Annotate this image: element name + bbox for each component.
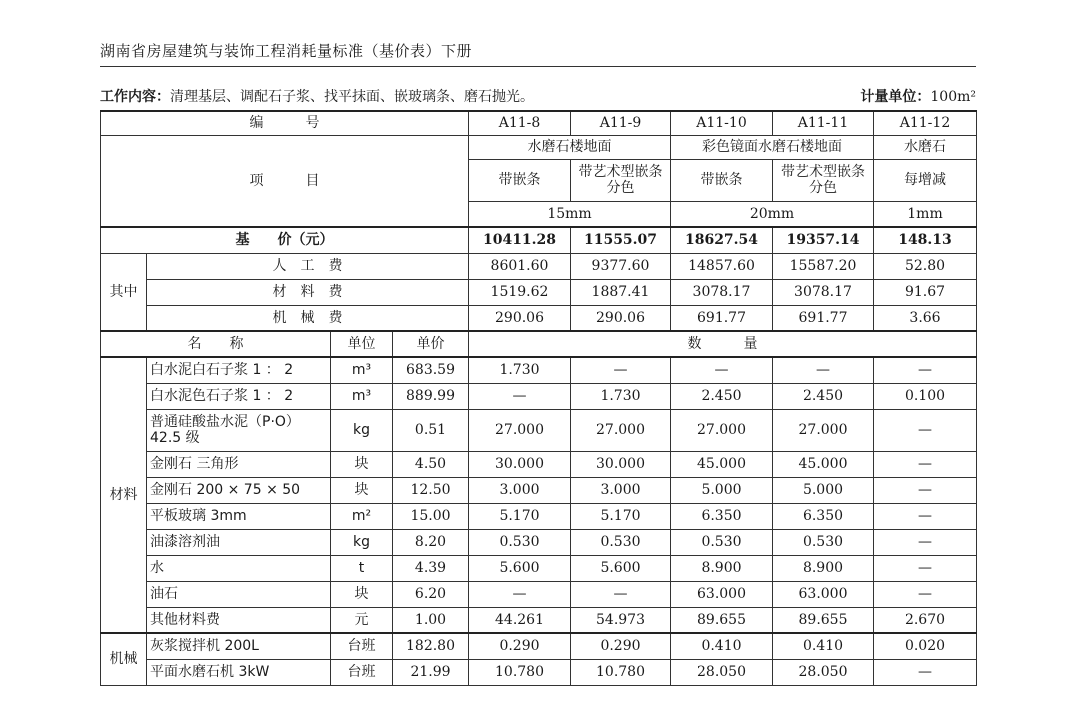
- quantity-cell: 5.600: [571, 555, 671, 581]
- cost-label: 人 工 费: [147, 253, 469, 279]
- cost-cell: 3078.17: [671, 279, 773, 305]
- col-price-header: 单价: [393, 331, 469, 357]
- quantity-cell: —: [874, 659, 977, 685]
- resource-unit: 块: [331, 451, 393, 477]
- material-row: [101, 581, 977, 607]
- quantity-cell: 5.600: [469, 555, 571, 581]
- quantity-cell: 0.290: [469, 633, 571, 659]
- thickness-cell: 20mm: [671, 201, 874, 227]
- resource-name: 灰浆搅拌机 200L: [147, 633, 331, 659]
- quantity-cell: —: [874, 357, 977, 383]
- resource-price: 1.00: [393, 607, 469, 633]
- cost-row-material: [101, 279, 977, 305]
- cost-cell: 9377.60: [571, 253, 671, 279]
- quantity-cell: 2.450: [773, 383, 874, 409]
- quantity-cell: 45.000: [773, 451, 874, 477]
- resource-name: 油石: [147, 581, 331, 607]
- material-row: [101, 503, 977, 529]
- quantity-cell: 89.655: [773, 607, 874, 633]
- base-price-row: [101, 227, 977, 253]
- cost-cell: 691.77: [671, 305, 773, 331]
- quantity-cell: 63.000: [773, 581, 874, 607]
- resource-unit: 台班: [331, 659, 393, 685]
- resource-name: 油漆溶剂油: [147, 529, 331, 555]
- quantity-cell: 28.050: [773, 659, 874, 685]
- resource-unit: kg: [331, 409, 393, 451]
- base-price-cell: 10411.28: [469, 227, 571, 253]
- resource-price: 4.39: [393, 555, 469, 581]
- quantity-cell: 5.000: [671, 477, 773, 503]
- quantity-cell: 10.780: [469, 659, 571, 685]
- resource-unit: m³: [331, 383, 393, 409]
- quantity-cell: 8.900: [671, 555, 773, 581]
- quantity-cell: 1.730: [571, 383, 671, 409]
- quantity-cell: 0.530: [469, 529, 571, 555]
- resource-price: 8.20: [393, 529, 469, 555]
- code-label: 编 号: [101, 111, 469, 135]
- quantity-cell: 1.730: [469, 357, 571, 383]
- cost-cell: 3.66: [874, 305, 977, 331]
- resource-price: 0.51: [393, 409, 469, 451]
- thickness-cell: 15mm: [469, 201, 671, 227]
- cost-cell: 52.80: [874, 253, 977, 279]
- resource-unit: 元: [331, 607, 393, 633]
- resource-unit: m²: [331, 503, 393, 529]
- header-divider: [100, 66, 976, 67]
- item-label: 项 目: [101, 135, 469, 227]
- cost-cell: 1519.62: [469, 279, 571, 305]
- resource-price: 21.99: [393, 659, 469, 685]
- measurement-unit-label: 计量单位：: [860, 89, 931, 105]
- material-row: [101, 477, 977, 503]
- quantity-cell: 5.170: [469, 503, 571, 529]
- machine-row: [101, 633, 977, 659]
- subgroup-cell: 带嵌条: [469, 159, 571, 201]
- quantity-cell: —: [874, 555, 977, 581]
- quantity-cell: 0.100: [874, 383, 977, 409]
- quantity-cell: —: [874, 503, 977, 529]
- group-label: 水磨石楼地面: [469, 135, 671, 159]
- base-price-cell: 11555.07: [571, 227, 671, 253]
- quantity-cell: 27.000: [671, 409, 773, 451]
- measurement-unit-value: 100m²: [930, 89, 976, 105]
- col-unit-header: 单位: [331, 331, 393, 357]
- base-price-label: 基 价（元）: [101, 227, 469, 253]
- resource-unit: m³: [331, 357, 393, 383]
- quantity-cell: 10.780: [571, 659, 671, 685]
- quantity-cell: 2.450: [671, 383, 773, 409]
- resource-price: 12.50: [393, 477, 469, 503]
- quantity-cell: 0.410: [671, 633, 773, 659]
- col-name-header: 名 称: [101, 331, 331, 357]
- quantity-cell: 27.000: [571, 409, 671, 451]
- quantity-cell: —: [874, 409, 977, 451]
- work-content-text: 清理基层、调配石子浆、找平抹面、嵌玻璃条、磨石抛光。: [170, 89, 534, 105]
- subgroup-cell: 带艺术型嵌条分色: [571, 159, 671, 201]
- machine-row: [101, 659, 977, 685]
- resource-price: 6.20: [393, 581, 469, 607]
- quantity-cell: 5.000: [773, 477, 874, 503]
- resource-name: 白水泥色石子浆 1 ： 2: [147, 383, 331, 409]
- material-row: [101, 451, 977, 477]
- cost-label: 材 料 费: [147, 279, 469, 305]
- resource-unit: 块: [331, 581, 393, 607]
- quantity-cell: —: [671, 357, 773, 383]
- quantity-cell: 6.350: [773, 503, 874, 529]
- material-row: [101, 383, 977, 409]
- code-cell: A11-12: [874, 111, 977, 135]
- quantity-cell: 0.290: [571, 633, 671, 659]
- code-row: [101, 111, 977, 135]
- quantity-cell: 63.000: [671, 581, 773, 607]
- quantity-cell: —: [874, 529, 977, 555]
- measurement-unit: [860, 86, 976, 106]
- resource-unit: kg: [331, 529, 393, 555]
- thickness-cell: 1mm: [874, 201, 977, 227]
- resource-price: 683.59: [393, 357, 469, 383]
- resource-unit: 台班: [331, 633, 393, 659]
- quantity-cell: 5.170: [571, 503, 671, 529]
- quantity-cell: 2.670: [874, 607, 977, 633]
- subgroup-cell: 带艺术型嵌条分色: [773, 159, 874, 201]
- quantity-cell: 28.050: [671, 659, 773, 685]
- quantity-cell: —: [571, 581, 671, 607]
- base-price-cell: 19357.14: [773, 227, 874, 253]
- quantity-cell: —: [773, 357, 874, 383]
- cost-cell: 91.67: [874, 279, 977, 305]
- subgroup-cell: 带嵌条: [671, 159, 773, 201]
- cost-row-machine: [101, 305, 977, 331]
- cost-cell: 691.77: [773, 305, 874, 331]
- quantity-cell: 89.655: [671, 607, 773, 633]
- quantity-cell: —: [874, 581, 977, 607]
- resource-price: 889.99: [393, 383, 469, 409]
- quantity-cell: 3.000: [469, 477, 571, 503]
- quantity-cell: 27.000: [469, 409, 571, 451]
- base-price-cell: 148.13: [874, 227, 977, 253]
- cost-cell: 3078.17: [773, 279, 874, 305]
- code-cell: A11-11: [773, 111, 874, 135]
- resource-name: 金刚石 三角形: [147, 451, 331, 477]
- code-cell: A11-9: [571, 111, 671, 135]
- quantity-cell: —: [469, 581, 571, 607]
- material-group-label: 材料: [101, 357, 147, 633]
- page-header-title: 湖南省房屋建筑与装饰工程消耗量标准（基价表）下册: [100, 42, 473, 60]
- resource-name: 平面水磨石机 3kW: [147, 659, 331, 685]
- quantity-cell: 30.000: [469, 451, 571, 477]
- machine-group-label: 机械: [101, 633, 147, 685]
- code-cell: A11-8: [469, 111, 571, 135]
- group-row: [101, 135, 977, 159]
- material-row: [101, 607, 977, 633]
- quantity-cell: —: [874, 451, 977, 477]
- col-qty-header: 数 量: [469, 331, 977, 357]
- work-content: [100, 86, 534, 106]
- resource-price: 182.80: [393, 633, 469, 659]
- base-price-cell: 18627.54: [671, 227, 773, 253]
- quantity-cell: 3.000: [571, 477, 671, 503]
- resource-name: 金刚石 200 × 75 × 50: [147, 477, 331, 503]
- cost-label: 机 械 费: [147, 305, 469, 331]
- resource-name: 平板玻璃 3mm: [147, 503, 331, 529]
- quantity-cell: —: [874, 477, 977, 503]
- material-row: [101, 529, 977, 555]
- quantity-cell: 27.000: [773, 409, 874, 451]
- quantity-cell: 0.530: [571, 529, 671, 555]
- quantity-cell: 54.973: [571, 607, 671, 633]
- of-which-label: 其中: [101, 253, 147, 331]
- quantity-cell: 6.350: [671, 503, 773, 529]
- resource-price: 15.00: [393, 503, 469, 529]
- resource-name: 其他材料费: [147, 607, 331, 633]
- quantity-cell: 0.530: [671, 529, 773, 555]
- cost-row-labor: [101, 253, 977, 279]
- norm-table: [100, 110, 977, 686]
- subgroup-cell: 每增减: [874, 159, 977, 201]
- resource-name: 普通硅酸盐水泥（P·O）42.5 级: [147, 409, 331, 451]
- resource-name: 白水泥白石子浆 1 ： 2: [147, 357, 331, 383]
- quantity-cell: —: [571, 357, 671, 383]
- cost-cell: 8601.60: [469, 253, 571, 279]
- quantity-cell: 0.530: [773, 529, 874, 555]
- cost-cell: 1887.41: [571, 279, 671, 305]
- quantity-cell: 8.900: [773, 555, 874, 581]
- cost-cell: 15587.20: [773, 253, 874, 279]
- cost-cell: 14857.60: [671, 253, 773, 279]
- material-row: [101, 555, 977, 581]
- quantity-cell: 44.261: [469, 607, 571, 633]
- material-row: [101, 409, 977, 451]
- resource-unit: t: [331, 555, 393, 581]
- work-content-label: 工作内容：: [100, 89, 170, 105]
- quantity-cell: 0.020: [874, 633, 977, 659]
- resource-price: 4.50: [393, 451, 469, 477]
- group-label: 彩色镜面水磨石楼地面: [671, 135, 874, 159]
- resource-header-row: [101, 331, 977, 357]
- code-cell: A11-10: [671, 111, 773, 135]
- cost-cell: 290.06: [469, 305, 571, 331]
- resource-unit: 块: [331, 477, 393, 503]
- cost-cell: 290.06: [571, 305, 671, 331]
- material-row: [101, 357, 977, 383]
- resource-name: 水: [147, 555, 331, 581]
- quantity-cell: —: [469, 383, 571, 409]
- quantity-cell: 45.000: [671, 451, 773, 477]
- quantity-cell: 0.410: [773, 633, 874, 659]
- quantity-cell: 30.000: [571, 451, 671, 477]
- group-label: 水磨石: [874, 135, 977, 159]
